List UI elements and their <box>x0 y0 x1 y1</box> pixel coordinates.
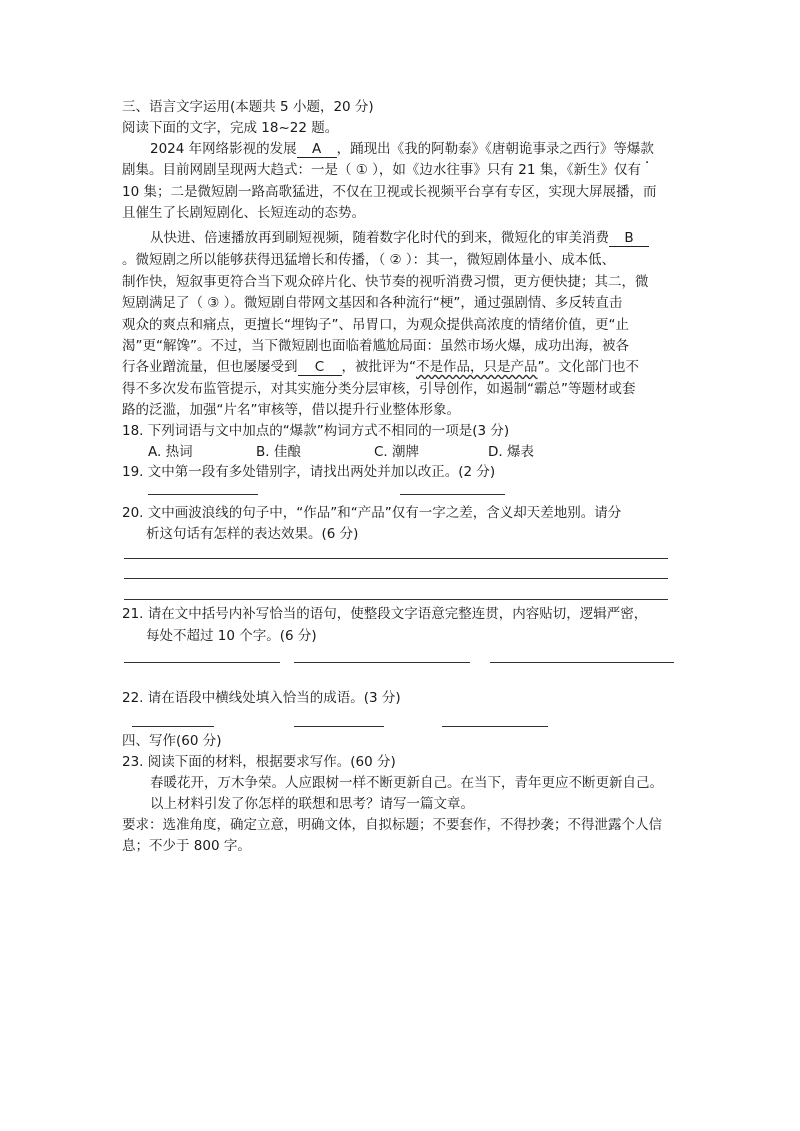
question-21-stem-line-2: 每处不超过 10 个字。(6 分) <box>146 628 317 644</box>
question-22-stem: 22. 请在语段中横线处填入恰当的成语。(3 分) <box>122 690 401 706</box>
question-18-stem: 18. 下列词语与文中加点的“爆款”构词方式不相同的一项是(3 分) <box>122 423 510 439</box>
passage-paragraph-2-line-3: 制作快，短叙事更符合当下观众碎片化、快节奏的视听消费习惯，更方便快捷；其二，微 <box>122 274 649 290</box>
wavy-underlined-sentence: 不是作品，只是产品 <box>416 359 538 375</box>
question-21-answer-line-1[interactable] <box>124 662 280 663</box>
blank-b: B <box>609 230 649 247</box>
question-23-prompt: 以上材料引发了你怎样的联想和思考？请写一篇文章。 <box>150 796 474 812</box>
passage-paragraph-2-line-7: 行各业蹭流量，但也屡屡受到 C ，被批评为“不是作品，只是产品”。文化部门也不 <box>122 359 639 375</box>
question-23-material: 春暖花开，万木争荣。人应跟树一样不断更新自己。在当下，青年更应不断更新自己。 <box>150 775 663 791</box>
question-23-requirements-line-2: 息；不少于 800 字。 <box>122 838 251 854</box>
passage-paragraph-1-line-2: 剧集。目前网剧呈现两大趋式：一是（ ① ），如《边水往事》只有 21 集，《新生》仅有 <box>122 162 641 178</box>
question-20-answer-line-2[interactable] <box>124 578 668 579</box>
passage-paragraph-2-line-6: 渴”更“解馋”。不过，当下微短剧也面临着尴尬局面：虽然市场火爆，成功出海，被各 <box>122 338 629 354</box>
question-23-stem: 23. 阅读下面的材料，根据要求写作。(60 分) <box>122 754 396 770</box>
question-18-option-b[interactable]: B. 佳酿 <box>256 444 301 460</box>
blank-a: A <box>297 141 337 158</box>
question-22-answer-line-3[interactable] <box>442 726 548 727</box>
question-18-option-a[interactable]: A. 热词 <box>148 444 193 460</box>
reading-instruction: 阅读下面的文字，完成 18~22 题。 <box>122 120 339 136</box>
question-18-option-c[interactable]: C. 潮牌 <box>374 444 420 460</box>
question-21-stem-line-1: 21. 请在文中括号内补写恰当的语句，使整段文字语意完整连贯，内容贴切，逻辑严密， <box>122 606 648 622</box>
question-23-requirements-line-1: 要求：选准角度，确定立意，明确文体，自拟标题；不要套作，不得抄袭；不得泄露个人信 <box>122 817 662 833</box>
question-20-answer-line-1[interactable] <box>124 558 668 559</box>
question-21-answer-line-3[interactable] <box>490 662 674 663</box>
question-19-stem: 19. 文中第一段有多处错别字，请找出两处并加以改正。(2 分) <box>122 464 496 480</box>
question-22-answer-line-2[interactable] <box>294 726 384 727</box>
passage-paragraph-1-line-4: 且催生了长剧短剧化、长短连动的态势。 <box>122 205 365 221</box>
section-four-heading: 四、写作(60 分) <box>122 733 222 749</box>
question-21-answer-line-2[interactable] <box>294 662 470 663</box>
blank-c: C <box>298 359 342 376</box>
question-20-answer-line-3[interactable] <box>124 599 668 600</box>
passage-paragraph-2-line-9: 路的泛滥，加强“片名”审核等，借以提升行业整体形象。 <box>122 402 460 418</box>
question-19-answer-line-1[interactable] <box>148 494 258 495</box>
passage-paragraph-2-line-1: 从快进、倍速播放再到刷短视频，随着数字化时代的到来，微短化的审美消费 B <box>150 228 649 250</box>
passage-paragraph-2-line-8: 得不多次发布监管提示，对其实施分类分层审核，引导创作，如遏制“霸总”等题材或套 <box>122 381 636 397</box>
passage-paragraph-2-line-2: 。微短剧之所以能够获得迅猛增长和传播，（ ② ）：其一，微短剧体量小、成本低、 <box>122 252 616 268</box>
section-three-heading: 三、语言文字运用(本题共 5 小题，20 分) <box>122 99 374 115</box>
passage-paragraph-1-line-3: 10 集；二是微短剧一路高歌猛进，不仅在卫视或长视频平台享有专区，实现大屏展播，而 <box>122 184 657 200</box>
question-22-answer-line-1[interactable] <box>132 726 214 727</box>
dotted-char: 款 <box>640 141 654 157</box>
question-19-answer-line-2[interactable] <box>400 494 505 495</box>
passage-paragraph-2-line-5: 观众的爽点和痛点，更擅长“埋钩子”、吊胃口，为观众提供高浓度的情绪价值，更“止 <box>122 317 629 333</box>
question-18-option-d[interactable]: D. 爆表 <box>488 444 534 460</box>
passage-paragraph-1-line-1: 2024 年网络影视的发展 A ，踊现出《我的阿勒泰》《唐朝诡事录之西行》等爆款 <box>150 141 654 157</box>
question-20-stem-line-2: 析这句话有怎样的表达效果。(6 分) <box>146 526 359 542</box>
question-20-stem-line-1: 20. 文中画波浪线的句子中，“作品”和“产品”仅有一字之差，含义却天差地别。请分 <box>122 505 622 521</box>
passage-paragraph-2-line-4: 短剧满足了（ ③ ）。微短剧自带网文基因和各种流行“梗”，通过强剧情、多反转直击 <box>122 295 623 311</box>
